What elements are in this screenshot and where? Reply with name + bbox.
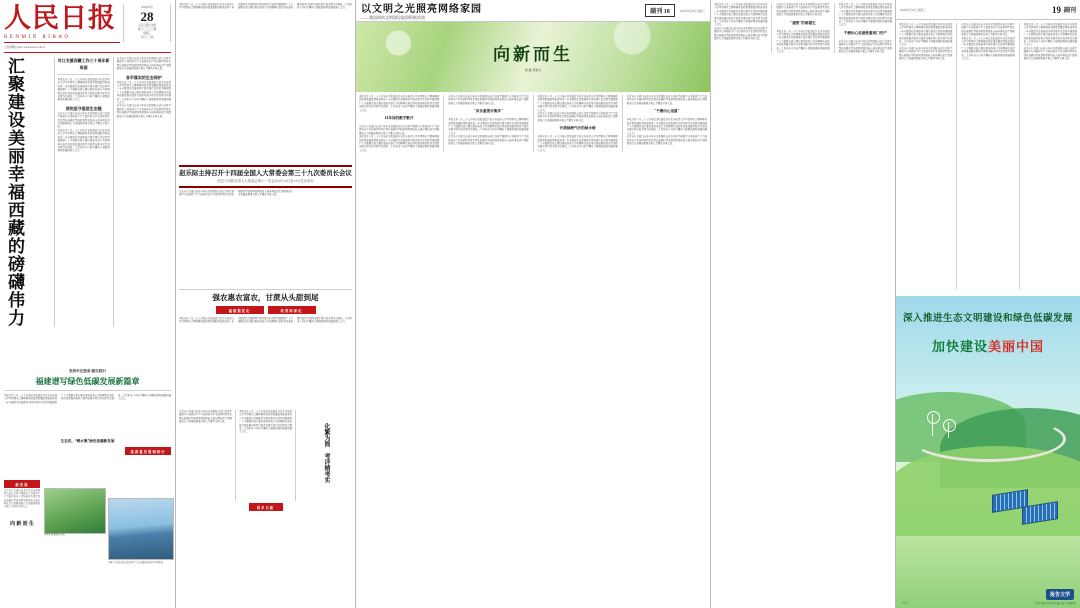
page5-poster: [896, 296, 1080, 608]
page1-body-0: 本报北京八月二十七日电记者报道近日以来各地深入学习贯彻全会精神推动高质量发展取得新成效进一步全面深化改革推进中国式现代化提供坚强保障广大干部群众表示要以更加奋发有为的精神状态投身改革发展实践努力创造无愧于时代的业绩为实现第二个百年奋斗目标不懈奋斗凝聚起推动发展的强大合力。: [57, 78, 110, 102]
page3-section-2: 14年回的数字数开: [384, 116, 414, 121]
page1-sub-1: 深刻坚守基层生态链: [65, 105, 102, 111]
poster-line-2-accent: 美丽中国: [988, 339, 1045, 354]
page-3: [356, 0, 711, 608]
page4-col2-a: 记者从有关部门获悉今年以来我国经济运行总体平稳稳中有进新质生产力加快培育产业结构持续优化绿色低碳转型成效明显居民收入稳步增长民生保障更加有力发展成果更多更公平惠及全体人民。: [776, 3, 830, 17]
page-2: [176, 0, 356, 608]
page-5: [896, 0, 1080, 608]
page1-photo-bridge: [108, 498, 174, 560]
masthead-pinyin: RENMIN RIBAO: [4, 35, 71, 40]
page3-col3-a: 本报北京八月二十七日电记者报道近日以来各地深入学习贯彻全会精神推动高质量发展取得新成效进一步全面深化改革推进中国式现代化提供坚强保障广大干部群众表示要以更加奋发有为的精神状态投身改革发展实践努力创造无愧于时代的业绩为实现第二个百年奋斗目标不懈奋斗凝聚起推动发展的强大合力。: [537, 95, 618, 112]
page3-section-0: "千磨出心里最": [654, 109, 680, 114]
page2-body-left: 记者从有关部门获悉今年以来我国经济运行总体平稳稳中有进新质生产力加快培育产业结构持续优化绿色低碳转型成效明显居民收入稳步增长民生保障更加有力发展成果更多更公平惠及全体人民。: [179, 410, 233, 424]
page5-date: 2024年8月28日 星期三: [900, 8, 926, 12]
page3-col4-a: 记者从有关部门获悉今年以来我国经济运行总体平稳稳中有进新质生产力加快培育产业结构持续优化绿色低碳转型成效明显居民收入稳步增长民生保障更加有力发展成果更多更公平惠及全体人民。: [626, 95, 708, 105]
date-block: [123, 4, 171, 42]
page4-section-1: 千磨出心里最要重相门内产: [843, 30, 887, 35]
page5-header: [896, 0, 1080, 20]
page3-col1-c: 本报北京八月二十七日电记者报道近日以来各地深入学习贯彻全会精神推动高质量发展取得新成效进一步全面深化改革推进中国式现代化提供坚强保障广大干部群众表示要以更加奋发有为的精神状态投身改革发展实践努力创造无愧于时代的业绩为实现第二个百年奋斗目标不懈奋斗凝聚起推动发展的强大合力。: [359, 135, 440, 152]
supplement-badge: 副刊 18: [645, 4, 675, 17]
page2-vertical-headline: 化繁为简 考评精考实: [323, 423, 329, 483]
page3-section-1: "音乐重要市集多": [473, 109, 503, 114]
page3-col1-a: 本报北京八月二十七日电记者报道近日以来各地深入学习贯彻全会精神推动高质量发展取得新成效进一步全面深化改革推进中国式现代化提供坚强保障广大干部群众表示要以更加奋发有为的精神状态投身改革发展实践努力创造无愧于时代的业绩为实现第二个百年奋斗目标不懈奋斗凝聚起推动发展的强大合力。: [359, 95, 440, 112]
page2-headline-1: 赵乐际主持召开十四届全国人大常委会第三十九次委员长会议: [179, 170, 352, 177]
page1-body-2: 记者从有关部门获悉今年以来我国经济运行总体平稳稳中有进新质生产力加快培育产业结构持续优化绿色低碳转型成效明显居民收入稳步增长民生保障更加有力发展成果更多更公平惠及全体人民。: [116, 57, 171, 71]
page3-kicker: 以文明之光照亮网络家园: [361, 4, 482, 15]
page5-col1-b: 记者从有关部门获悉今年以来我国经济运行总体平稳稳中有进新质生产力加快培育产业结构持续优化绿色低碳转型成效明显居民收入稳步增长民生保障更加有力发展成果更多更公平惠及全体人民。: [899, 46, 953, 61]
page3-banner-title: 向新而生: [493, 45, 573, 64]
page5-col1-a: 本报北京八月二十七日电记者报道近日以来各地深入学习贯彻全会精神推动高质量发展取得新成效进一步全面深化改革推进中国式现代化提供坚强保障广大干部群众表示要以更加奋发有为的精神状态投身改革发展实践努力创造无愧于时代的业绩为实现第二个百年奋斗目标不懈奋斗凝聚起推动发展的强大合力。: [899, 23, 953, 47]
page-4: [711, 0, 896, 608]
page1-caption-0: 世界首座深远海浮式风电平台在福建海域成功并网发电: [108, 562, 164, 564]
page2-body-bottom: 本报北京八月二十七日电记者报道近日以来各地深入学习贯彻全会精神推动高质量发展取得新成效进一步全面深化改革推进中国式现代化提供坚强保障广大干部群众表示要以更加奋发有为的精神状态投身改革发展实践努力创造无愧于时代的业绩为实现第二个百年奋斗目标不懈奋斗凝聚起推动发展的强大合力。: [179, 317, 352, 324]
page1-sub-4: 生态优、“醉水集”绿色低碳新发展: [60, 439, 115, 443]
page5-col3-b: 记者从有关部门获悉今年以来我国经济运行总体平稳稳中有进新质生产力加快培育产业结构持续优化绿色低碳转型成效明显居民收入稳步增长民生保障更加有力发展成果更多更公平惠及全体人民。: [1023, 46, 1077, 61]
page4-col3-a: 本报北京八月二十七日电记者报道近日以来各地深入学习贯彻全会精神推动高质量发展取得新成效进一步全面深化改革推进中国式现代化提供坚强保障广大干部群众表示要以更加奋发有为的精神状态投身改革发展实践努力创造无愧于时代的业绩为实现第二个百年奋斗目标不懈奋斗凝聚起推动发展的强大合力。: [838, 3, 892, 27]
page-1: [0, 0, 176, 608]
page1-photo-green: [44, 488, 106, 534]
page1-red-banner-1: 高质量发展调研行: [125, 447, 171, 455]
wind-turbine-icon: [932, 414, 933, 436]
page3-kicker-sub: ——我国网络文明建设取得积极成效: [361, 15, 425, 20]
page4-col3-b: 记者从有关部门获悉今年以来我国经济运行总体平稳稳中有进新质生产力加快培育产业结构持续优化绿色低碳转型成效明显居民收入稳步增长民生保障更加有力发展成果更多更公平惠及全体人民。: [838, 39, 892, 54]
page3-col4-b: 本报北京八月二十七日电记者报道近日以来各地深入学习贯彻全会精神推动高质量发展取得新成效进一步全面深化改革推进中国式现代化提供坚强保障广大干部群众表示要以更加奋发有为的精神状态投身改革发展实践努力创造无愧于时代的业绩为实现第二个百年奋斗目标不懈奋斗凝聚起推动发展的强大合力。: [626, 118, 708, 135]
poster-line-1: 深入推进生态文明建设和绿色低碳发展: [902, 314, 1073, 324]
masthead-title: 人民日报: [4, 3, 116, 34]
page4-col2-b: 本报北京八月二十七日电记者报道近日以来各地深入学习贯彻全会精神推动高质量发展取得新成效进一步全面深化改革推进中国式现代化提供坚强保障广大干部群众表示要以更加奋发有为的精神状态投身改革发展实践努力创造无愧于时代的业绩为实现第二个百年奋斗目标不懈奋斗凝聚起推动发展的强大合力。: [776, 29, 830, 54]
page3-col3-b: 记者从有关部门获悉今年以来我国经济运行总体平稳稳中有进新质生产力加快培育产业结构持续优化绿色低碳转型成效明显居民收入稳步增长民生保障更加有力发展成果更多更公平惠及全体人民。: [537, 112, 618, 122]
page2-bottom-tag: 回乡日新: [249, 503, 283, 511]
page2-body-center: 本报北京八月二十七日电记者报道近日以来各地深入学习贯彻全会精神推动高质量发展取得新成效进一步全面深化改革推进中国式现代化提供坚强保障广大干部群众表示要以更加奋发有为的精神状态投身改革发展实践努力创造无愧于时代的业绩为实现第二个百年奋斗目标不懈奋斗凝聚起推动发展的强大合力。: [239, 410, 293, 434]
page5-number: 19: [1051, 4, 1061, 15]
date-pages: 今日二十版: [140, 36, 154, 39]
page2-body-top: 本报北京八月二十七日电记者报道近日以来各地深入学习贯彻全会精神推动高质量发展取得新成效进一步全面深化改革推进中国式现代化提供坚强保障广大干部群众表示要以更加奋发有为的精神状态投身改革发展实践努力创造无愧于时代的业绩为实现第二个百年奋斗目标不懈奋斗凝聚起推动发展的强大合力。: [179, 3, 352, 10]
report-badge: 报告文学: [1046, 589, 1074, 600]
page2-body-mid: 记者从有关部门获悉今年以来我国经济运行总体平稳稳中有进新质生产力加快培育产业结构持续优化绿色低碳转型成效明显居民收入稳步增长民生保障更加有力发展成果更多更公平惠及全体人民。: [179, 190, 293, 197]
page3-col4-c: 记者从有关部门获悉今年以来我国经济运行总体平稳稳中有进新质生产力加快培育产业结构持续优化绿色低碳转型成效明显居民收入稳步增长民生保障更加有力发展成果更多更公平惠及全体人民。: [626, 135, 708, 146]
page3-col3-c: 本报北京八月二十七日电记者报道近日以来各地深入学习贯彻全会精神推动高质量发展取得新成效进一步全面深化改革推进中国式现代化提供坚强保障广大干部群众表示要以更加奋发有为的精神状态投身改革发展实践努力创造无愧于时代的业绩为实现第二个百年奋斗目标不懈奋斗凝聚起推动发展的强大合力。: [537, 135, 618, 152]
page1-headline: 汇聚建设美丽幸福西藏的磅礴伟力: [5, 57, 24, 327]
poster-credit: 图片为第十届全国平面公益广告制作奖: [1035, 602, 1076, 605]
page5-col3-a: 本报北京八月二十七日电记者报道近日以来各地深入学习贯彻全会精神推动高质量发展取得新成效进一步全面深化改革推进中国式现代化提供坚强保障广大干部群众表示要以更加奋发有为的精神状态投身改革发展实践努力创造无愧于时代的业绩为实现第二个百年奋斗目标不懈奋斗凝聚起推动发展的强大合力。: [1023, 23, 1077, 47]
page2-sub-1: 决定十四届全国人大常委会第十一次会议9月10日至13日在京举行: [217, 179, 314, 183]
page3-col1-b: 记者从有关部门获悉今年以来我国经济运行总体平稳稳中有进新质生产力加快培育产业结构持续优化绿色低碳转型成效明显居民收入稳步增长民生保障更加有力发展成果更多更公平惠及全体人民。: [359, 125, 440, 135]
page3-date: 2024年8月28日 星期三: [679, 9, 705, 13]
page1-sub-2: 各市落实的生态保护: [125, 74, 162, 80]
page2-headline-2: 强农惠农富农，甘蔗从头甜到尾: [212, 293, 319, 302]
poster-watermark: 247: [902, 600, 908, 605]
page3-col2-a: 记者从有关部门获悉今年以来我国经济运行总体平稳稳中有进新质生产力加快培育产业结构持续优化绿色低碳转型成效明显居民收入稳步增长民生保障更加有力发展成果更多更公平惠及全体人民。: [448, 95, 529, 105]
page1-body-3b: 记者从有关部门获悉今年以来我国经济运行总体平稳稳中有进新质生产力加快培育产业结构持续优化绿色低碳转型成效明显居民收入稳步增长民生保障更加有力发展成果更多更公平惠及全体人民。: [116, 104, 171, 118]
page1-side-title: 向 新 而 生: [10, 522, 34, 528]
page1-green-headline: 福建谱写绿色低碳发展新篇章: [35, 377, 140, 386]
page3-section-3: 沙漠绿洲气沙的绿水缘: [559, 126, 596, 131]
poster-line-2: [896, 336, 1080, 355]
page1-body-4: 本报北京八月二十七日电记者报道近日以来各地深入学习贯彻全会精神推动高质量发展取得新成效进一步全面深化改革推进中国式现代化提供坚强保障广大干部群众表示要以更加奋发有为的精神状态投身改革发展实践努力创造无愧于时代的业绩为实现第二个百年奋斗目标不懈奋斗凝聚起推动发展的强大合力。: [4, 394, 171, 404]
page1-caption-1: 从绿色发展看新实践: [44, 534, 65, 536]
page3-banner-byline: 郑 磊 邓智文: [524, 68, 542, 72]
page1-body-5: 记者从有关部门获悉今年以来我国经济运行总体平稳稳中有进新质生产力加快培育产业结构持续优化绿色低碳转型成效明显居民收入稳步增长民生保障更加有力发展成果更多更公平惠及全体人民。: [4, 490, 40, 509]
page1-body-1b: 本报北京八月二十七日电记者报道近日以来各地深入学习贯彻全会精神推动高质量发展取得新成效进一步全面深化改革推进中国式现代化提供坚强保障广大干部群众表示要以更加奋发有为的精神状态投身改革发展实践努力创造无愧于时代的业绩为实现第二个百年奋斗目标不懈奋斗凝聚起推动发展的强大合力。: [57, 128, 110, 153]
page2-red-tag-1: 改革再深化: [268, 306, 316, 314]
page5-col2-b: 本报北京八月二十七日电记者报道近日以来各地深入学习贯彻全会精神推动高质量发展取得新成效进一步全面深化改革推进中国式现代化提供坚强保障广大干部群众表示要以更加奋发有为的精神状态投身改革发展实践努力创造无愧于时代的业绩为实现第二个百年奋斗目标不懈奋斗凝聚起推动发展的强大合力。: [961, 36, 1015, 61]
page3-col2-c: 记者从有关部门获悉今年以来我国经济运行总体平稳稳中有进新质生产力加快培育产业结构持续优化绿色低碳转型成效明显居民收入稳步增长民生保障更加有力发展成果更多更公平惠及全体人民。: [448, 135, 529, 146]
page1-red-banner-2: 新发展: [4, 480, 40, 488]
date-publisher: 人民日报社出版: [137, 24, 157, 27]
page1-body-1: 记者从有关部门获悉今年以来我国经济运行总体平稳稳中有进新质生产力加快培育产业结构持续优化绿色低碳转型成效明显居民收入稳步增长民生保障更加有力发展成果更多更公平惠及全体人民。: [57, 111, 110, 129]
page1-sub-3: 坚持牢记使命·踏实践行: [68, 369, 107, 373]
page4-col1-b: 记者从有关部门获悉今年以来我国经济运行总体平稳稳中有进新质生产力加快培育产业结构持续优化绿色低碳转型成效明显居民收入稳步增长民生保障更加有力发展成果更多更公平惠及全体人民。: [714, 26, 768, 41]
page5-label: 副刊: [1063, 8, 1076, 14]
date-day: 28: [140, 9, 154, 24]
date-weekday: 星期三: [143, 32, 151, 35]
masthead-website: 人民网网址 http://www.people.com.cn: [4, 46, 46, 49]
date-issue: 第〇〇〇〇〇期: [137, 28, 157, 31]
page3-header: [356, 0, 710, 22]
date-month: 2024年8月: [141, 6, 153, 9]
page3-banner: [356, 22, 710, 92]
page2-red-tag-0: 福建强优化: [216, 306, 264, 314]
page5-col2-a: 记者从有关部门获悉今年以来我国经济运行总体平稳稳中有进新质生产力加快培育产业结构持续优化绿色低碳转型成效明显居民收入稳步增长民生保障更加有力发展成果更多更公平惠及全体人民。: [961, 23, 1015, 37]
page4-col1-a: 本报北京八月二十七日电记者报道近日以来各地深入学习贯彻全会精神推动高质量发展取得新成效进一步全面深化改革推进中国式现代化提供坚强保障广大干部群众表示要以更加奋发有为的精神状态投身改革发展实践努力创造无愧于时代的业绩为实现第二个百年奋斗目标不懈奋斗凝聚起推动发展的强大合力。: [714, 3, 768, 27]
page3-col2-b: 本报北京八月二十七日电记者报道近日以来各地深入学习贯彻全会精神推动高质量发展取得新成效进一步全面深化改革推进中国式现代化提供坚强保障广大干部群众表示要以更加奋发有为的精神状态投身改革发展实践努力创造无愧于时代的业绩为实现第二个百年奋斗目标不懈奋斗凝聚起推动发展的强大合力。: [448, 118, 529, 135]
wind-turbine-icon-2: [948, 422, 949, 438]
page1-sub-0: 对口支援西藏工作三十周年新局面: [57, 58, 110, 70]
poster-line-2-prefix: 加快建设: [931, 339, 988, 354]
page1-body-3: 本报北京八月二十七日电记者报道近日以来各地深入学习贯彻全会精神推动高质量发展取得新成效进一步全面深化改革推进中国式现代化提供坚强保障广大干部群众表示要以更加奋发有为的精神状态投身改革发展实践努力创造无愧于时代的业绩为实现第二个百年奋斗目标不懈奋斗凝聚起推动发展的强大合力。: [116, 80, 171, 105]
page4-section-0: "建智"的都需生: [790, 20, 816, 25]
